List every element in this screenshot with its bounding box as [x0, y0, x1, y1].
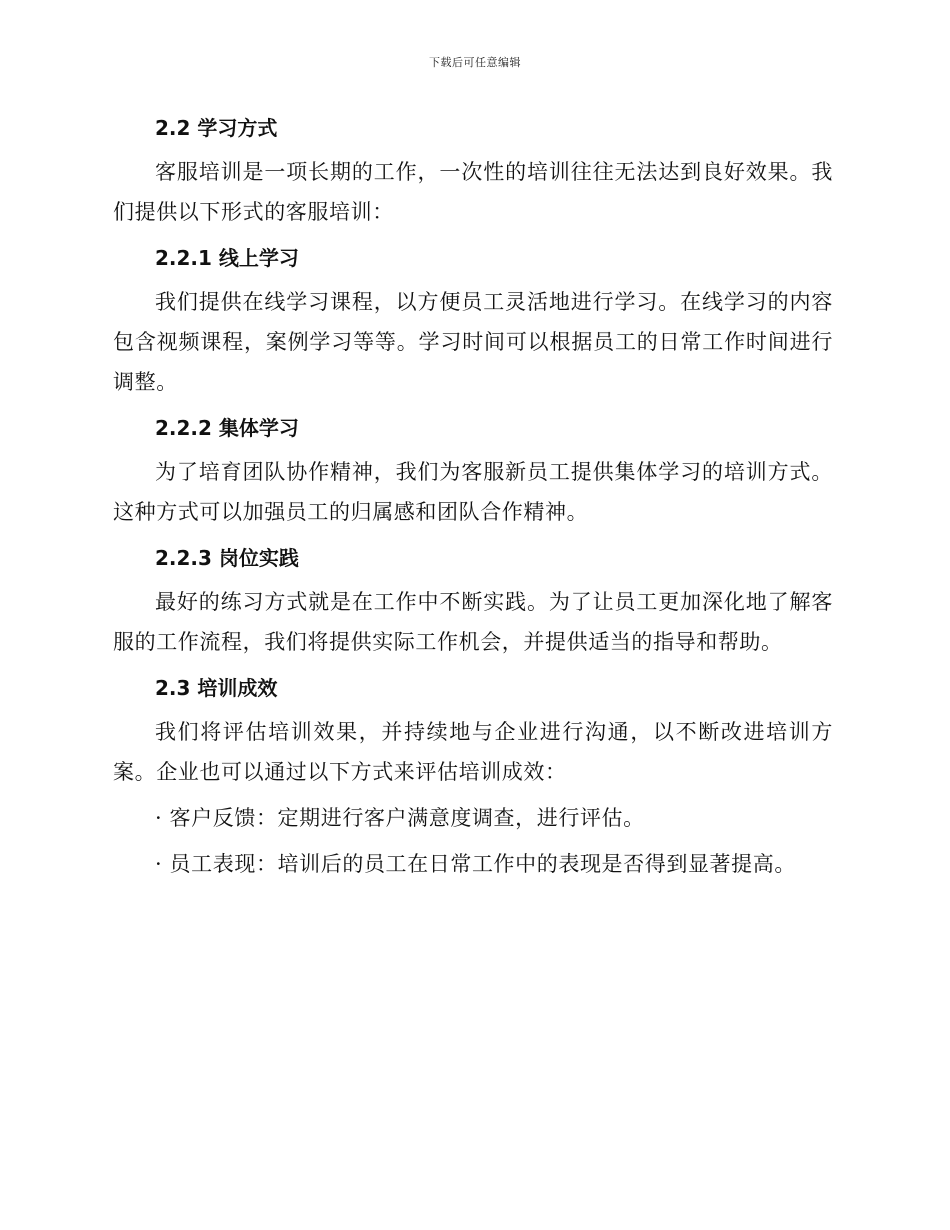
section-paragraph-2-2: 客服培训是一项长期的工作，一次性的培训往往无法达到良好效果。我们提供以下形式的客服培训： [113, 160, 833, 224]
page-header: 下载后可任意编辑 [429, 56, 521, 69]
section-paragraph-2-2-3: 最好的练习方式就是在工作中不断实践。为了让员工更加深化地了解客服的工作流程，我们将提供实际工作机会，并提供适当的指导和帮助。 [113, 590, 833, 654]
section-heading-2-2-2: 2.2.2 集体学习 [155, 416, 299, 440]
section-heading-2-2-1: 2.2.1 线上学习 [155, 246, 299, 270]
section-heading-2-2-3: 2.2.3 岗位实践 [155, 546, 299, 570]
document-body [113, 108, 833, 890]
bullet-item-customer-feedback: · 客户反馈：定期进行客户满意度调查，进行评估。 [155, 806, 645, 830]
bullet-item-employee-performance: · 员工表现：培训后的员工在日常工作中的表现是否得到显著提高。 [155, 852, 796, 876]
section-paragraph-2-2-1: 我们提供在线学习课程，以方便员工灵活地进行学习。在线学习的内容包含视频课程，案例学习等等。学习时间可以根据员工的日常工作时间进行调整。 [113, 290, 833, 394]
section-paragraph-2-2-2: 为了培育团队协作精神，我们为客服新员工提供集体学习的培训方式。这种方式可以加强员工的归属感和团队合作精神。 [113, 460, 833, 524]
section-heading-2-2: 2.2 学习方式 [155, 116, 278, 140]
section-paragraph-2-3: 我们将评估培训效果，并持续地与企业进行沟通，以不断改进培训方案。企业也可以通过以下方式来评估培训成效： [113, 720, 833, 784]
section-heading-2-3: 2.3 培训成效 [155, 676, 278, 700]
